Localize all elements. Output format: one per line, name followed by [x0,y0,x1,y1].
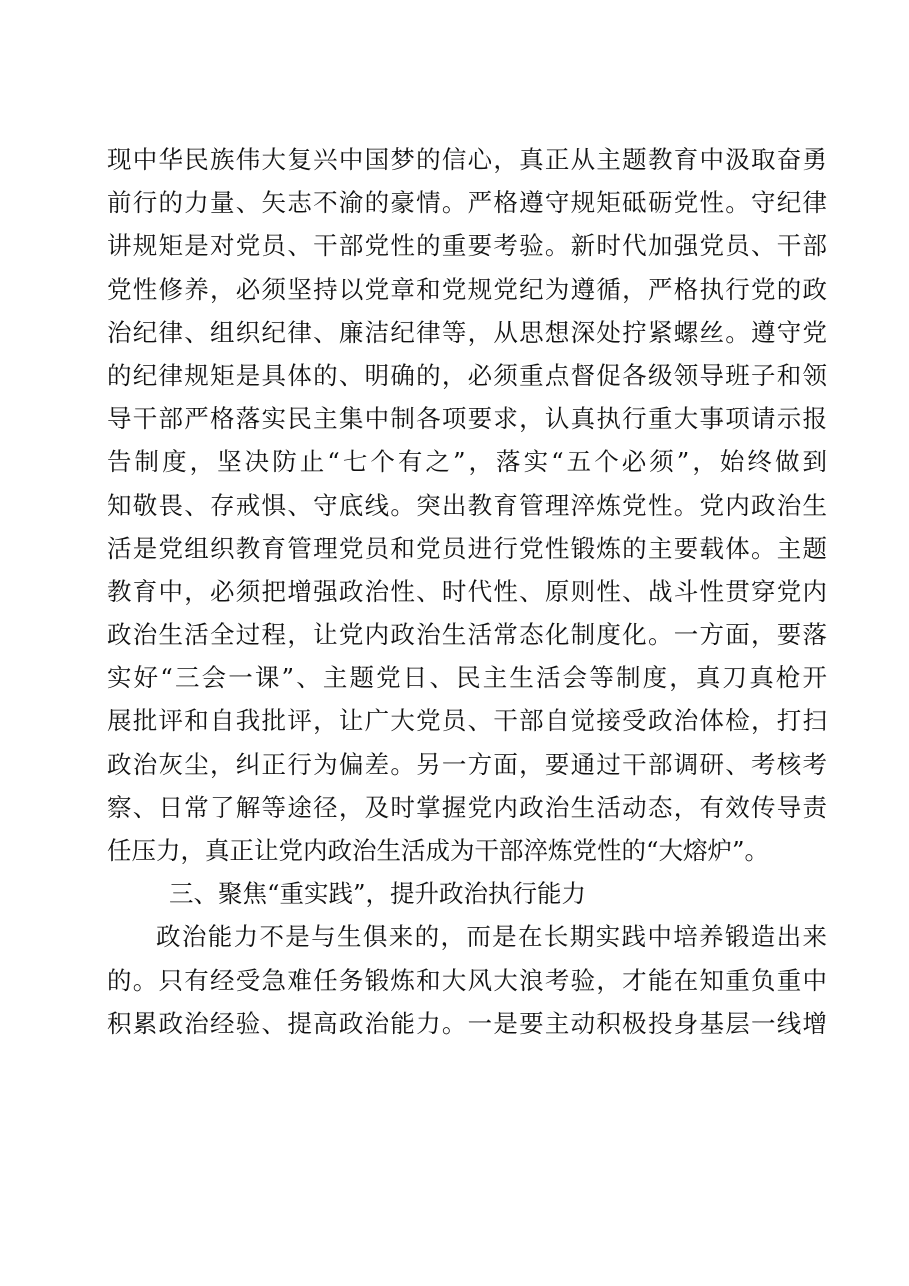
paragraph-line: 教育中，必须把增强政治性、时代性、原则性、战斗性贯穿党内 [107,576,827,606]
paragraph-line: 党性修养，必须坚持以党章和党规党纪为遵循，严格执行党的政 [107,274,827,304]
paragraph-line: 现中华民族伟大复兴中国梦的信心，真正从主题教育中汲取奋勇 [107,145,827,174]
paragraph-line: 任压力，真正让党内政治生活成为干部淬炼党性的“大熔炉”。 [107,836,770,865]
paragraph-line: 的纪律规矩是具体的、明确的，必须重点督促各级领导班子和领 [107,360,827,390]
section-heading: 三、聚焦“重实践”，提升政治执行能力 [169,879,587,909]
paragraph-line: 政治灰尘，纠正行为偏差。另一方面，要通过干部调研、考核考 [107,749,827,779]
paragraph-line: 活是党组织教育管理党员和党员进行党性锻炼的主要载体。主题 [107,533,827,563]
paragraph-line: 实好“三会一课”、主题党日、民主生活会等制度，真刀真枪开 [107,663,827,693]
paragraph-line: 知敬畏、存戒惧、守底线。突出教育管理淬炼党性。党内政治生 [107,490,827,520]
paragraph-line: 治纪律、组织纪律、廉洁纪律等，从思想深处拧紧螺丝。遵守党 [107,317,827,347]
paragraph-line: 展批评和自我批评，让广大党员、干部自觉接受政治体检，打扫 [107,706,827,736]
paragraph-line: 积累政治经验、提高政治能力。一是要主动积极投身基层一线增 [107,1008,827,1038]
paragraph-line: 讲规矩是对党员、干部党性的重要考验。新时代加强党员、干部 [107,231,827,261]
paragraph-line: 政治能力不是与生俱来的，而是在长期实践中培养锻造出来 [156,922,827,952]
paragraph-line: 政治生活全过程，让党内政治生活常态化制度化。一方面，要落 [107,620,827,650]
paragraph-line: 的。只有经受急难任务锻炼和大风大浪考验，才能在知重负重中 [107,965,827,995]
paragraph-line: 导干部严格落实民主集中制各项要求，认真执行重大事项请示报 [107,404,827,434]
paragraph-line: 察、日常了解等途径，及时掌握党内政治生活动态，有效传导责 [107,792,827,822]
document-body [107,138,827,1045]
paragraph-line: 前行的力量、矢志不渝的豪情。严格遵守规矩砥砺党性。守纪律 [107,188,827,218]
paragraph-line: 告制度，坚决防止“七个有之”，落实“五个必须”，始终做到 [107,447,827,477]
